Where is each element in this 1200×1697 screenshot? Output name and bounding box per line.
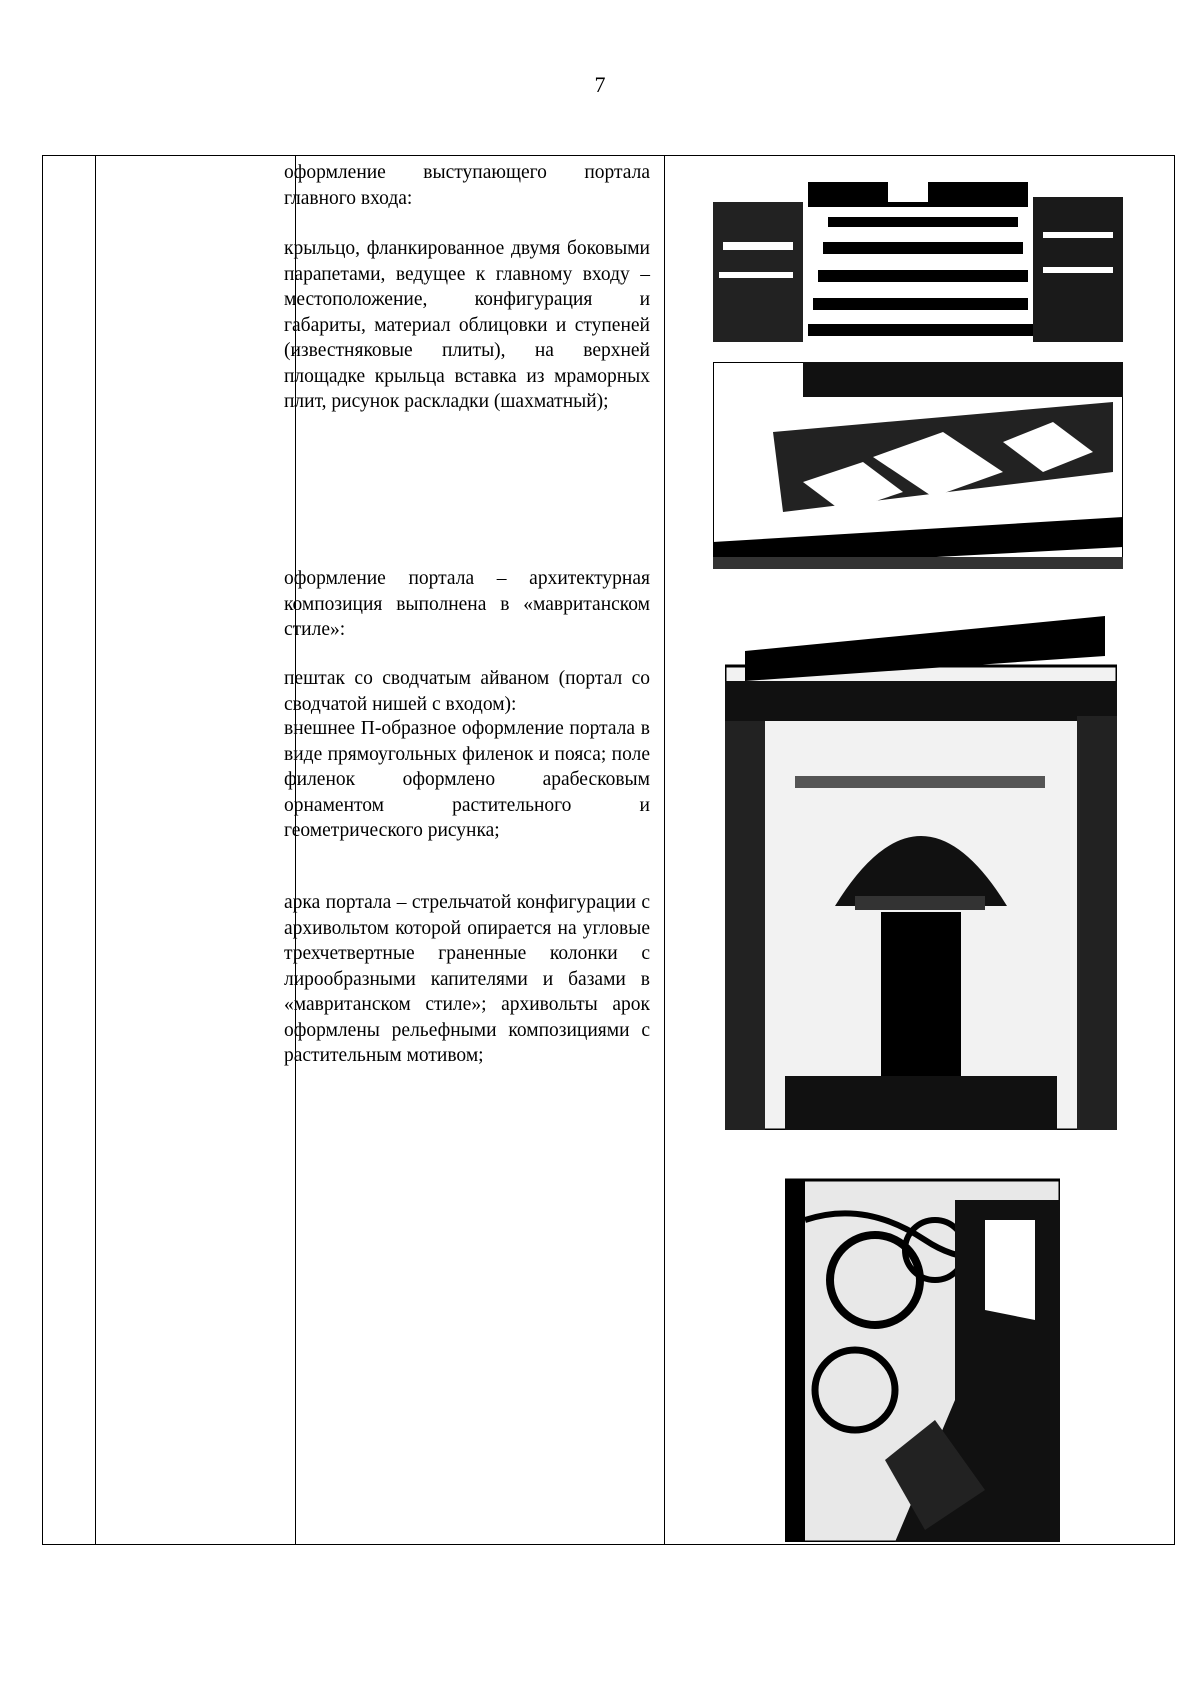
page-number: 7 (594, 72, 606, 97)
text-porch: крыльцо, фланкированное двумя боковыми парапетами, ведущее к главному входу – местоположение, конфигурация и габариты, материал облицовки и ступеней (известняковые плиты), на верхней площадке крыльца вставка из мраморных плит, рисунок раскладки (шахматный); (284, 238, 650, 412)
text-peshtak: пештак со сводчатым айваном (портал со сводчатой нишей с входом): (284, 668, 650, 715)
text-portal-intro: оформление выступающего портала главного входа: (284, 162, 650, 209)
column-divider-1 (95, 156, 96, 1544)
column-divider-3 (664, 156, 665, 1544)
text-arch: арка портала – стрельчатой конфигурации с архивольтом которой опирается на угловые трехчетвертные граненные колонки с лирообразными капителями и базами в «мавританском стиле»; архивольты арок оформлены рельефными композициями с растительным мотивом; (284, 892, 650, 1066)
text-p-shaped: внешнее П-образное оформление портала в виде прямоугольных филенок и пояса; поле филенок оформлено арабесковым орнаментом растительного и геометрического рисунка; (284, 718, 650, 841)
marble-checker-photo (713, 362, 1123, 569)
moorish-portal-photo (725, 596, 1117, 1130)
text-portal-style: оформление портала – архитектурная композиция выполнена в «мавританском стиле»: (284, 568, 650, 640)
porch-steps-photo (713, 182, 1123, 342)
arabesque-detail-photo (785, 1160, 1060, 1542)
